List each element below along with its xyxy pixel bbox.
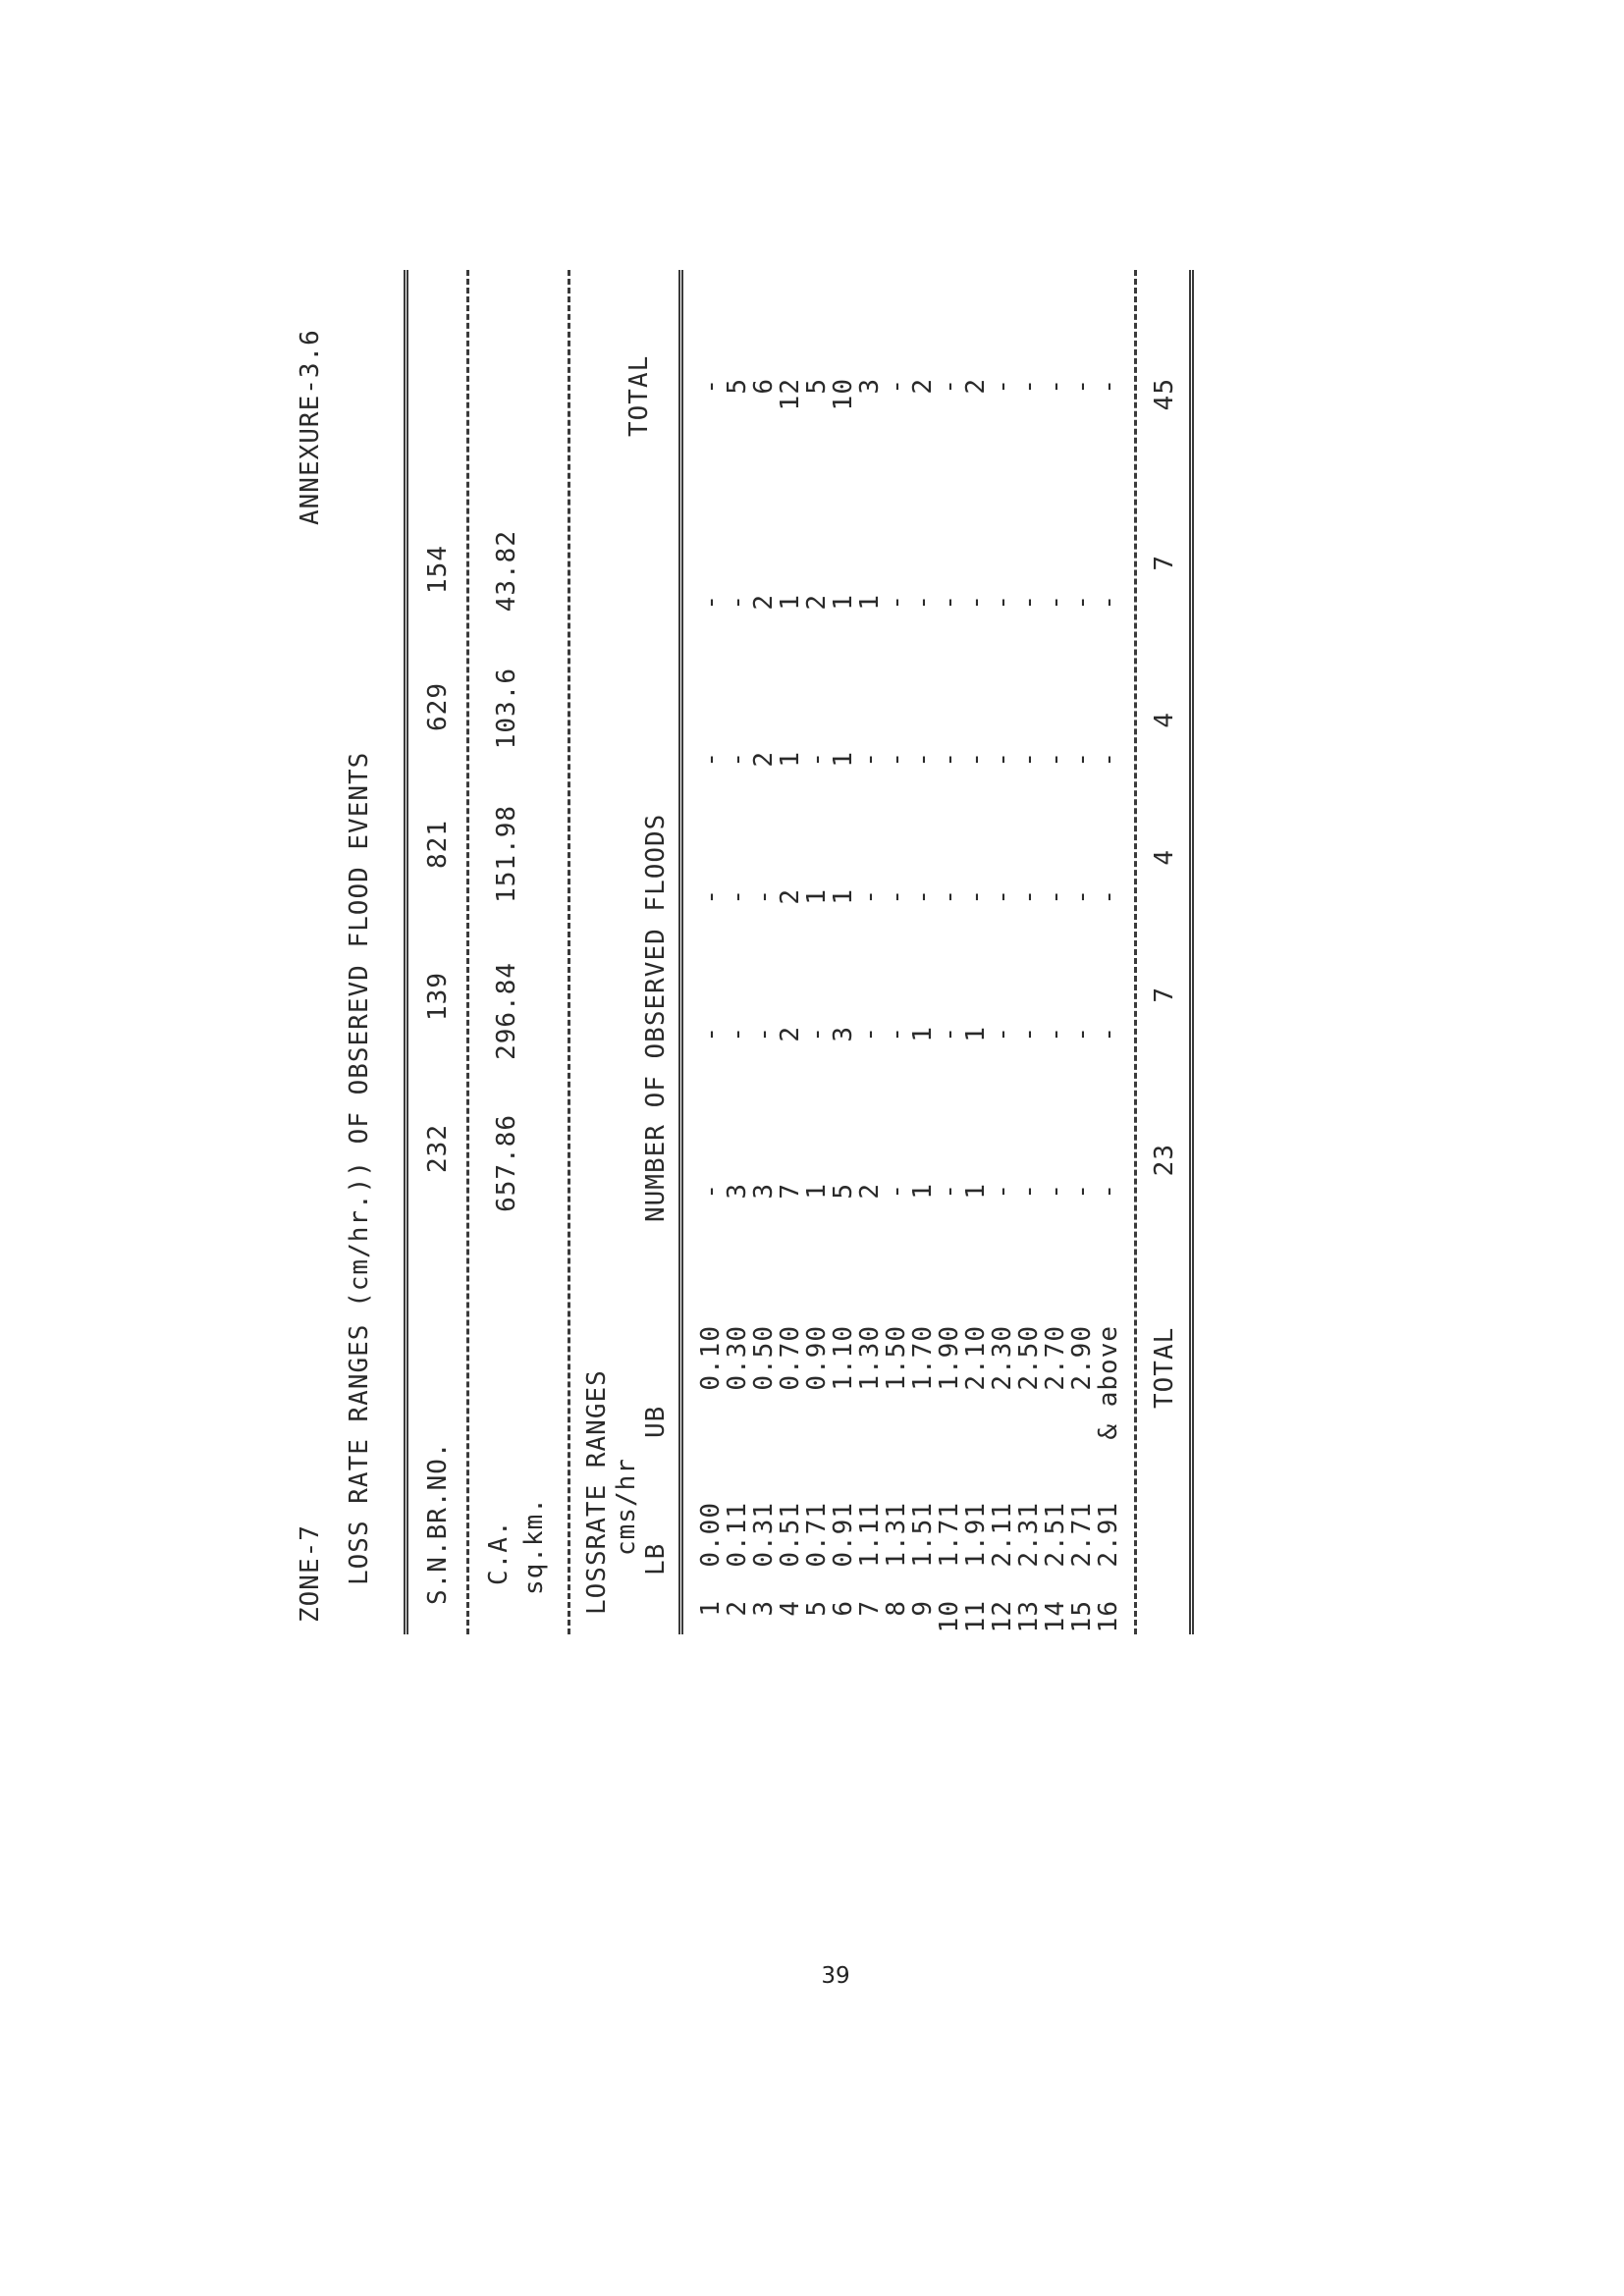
row-upper-bound: 1.70 — [908, 1325, 938, 1391]
row-count: 7 — [776, 1183, 805, 1200]
row-upper-bound: & above — [1094, 1325, 1123, 1440]
row-number: 4 — [776, 1600, 805, 1617]
row-count: - — [855, 888, 885, 905]
row-count: 2 — [749, 751, 779, 768]
row-count: - — [1041, 594, 1070, 611]
row-count: - — [988, 888, 1017, 905]
row-count: - — [988, 1026, 1017, 1042]
row-number: 15 — [1067, 1600, 1097, 1633]
row-number: 9 — [908, 1600, 938, 1617]
row-count: - — [1067, 594, 1097, 611]
row-number: 6 — [829, 1600, 858, 1617]
row-count: 1 — [802, 1183, 832, 1200]
row-total: - — [882, 378, 911, 395]
row-lower-bound: 1.31 — [882, 1502, 911, 1568]
rule-ca — [568, 270, 570, 1634]
table-title: LOSS RATE RANGES (cm/hr.)) OF OBSEREVD FLOOD EVENTS — [345, 751, 374, 1585]
row-count: - — [723, 594, 752, 611]
row-total: 2 — [961, 378, 991, 395]
row-total: 6 — [749, 378, 779, 395]
row-count: - — [1067, 751, 1097, 768]
row-count: - — [1094, 1026, 1123, 1042]
ca-unit: sq.km. — [519, 1497, 549, 1595]
total-header: TOTAL — [624, 354, 654, 437]
row-upper-bound: 0.70 — [776, 1325, 805, 1391]
row-count: - — [696, 1183, 726, 1200]
ca-value: 103.6 — [492, 667, 521, 750]
row-count: - — [696, 888, 726, 905]
row-count: 1 — [829, 751, 858, 768]
row-count: - — [988, 1183, 1017, 1200]
row-lower-bound: 0.71 — [802, 1502, 832, 1568]
row-count: - — [1014, 594, 1044, 611]
row-total: - — [1014, 378, 1044, 395]
rotated-table-sheet — [288, 260, 1230, 1634]
sn-value: 629 — [423, 682, 453, 731]
total-value: 23 — [1150, 1144, 1179, 1177]
row-count: - — [935, 1026, 964, 1042]
row-upper-bound: 2.50 — [1014, 1325, 1044, 1391]
row-count: 3 — [829, 1026, 858, 1042]
row-count: - — [696, 594, 726, 611]
row-count: - — [935, 888, 964, 905]
row-number: 3 — [749, 1600, 779, 1617]
row-count: - — [1014, 1026, 1044, 1042]
ca-value: 657.86 — [492, 1114, 521, 1212]
row-count: - — [1094, 594, 1123, 611]
row-count: 2 — [802, 594, 832, 611]
row-upper-bound: 0.30 — [723, 1325, 752, 1391]
rule-before-total — [1134, 270, 1137, 1634]
row-total: - — [1067, 378, 1097, 395]
rule-bottom — [1189, 270, 1194, 1634]
row-count: - — [1014, 751, 1044, 768]
row-count: 1 — [829, 594, 858, 611]
row-total: 5 — [723, 378, 752, 395]
row-count: - — [1014, 1183, 1044, 1200]
row-total: - — [935, 378, 964, 395]
grand-total: 45 — [1150, 378, 1179, 411]
row-number: 11 — [961, 1600, 991, 1633]
row-total: - — [696, 378, 726, 395]
row-number: 12 — [988, 1600, 1017, 1633]
row-count: 1 — [908, 1183, 938, 1200]
row-count: 1 — [776, 751, 805, 768]
row-count: - — [882, 1183, 911, 1200]
row-count: - — [802, 751, 832, 768]
sn-value: 821 — [423, 820, 453, 869]
row-count: 1 — [855, 594, 885, 611]
row-number: 7 — [855, 1600, 885, 1617]
total-value: 7 — [1150, 987, 1179, 1003]
row-count: - — [1094, 888, 1123, 905]
ca-value: 151.98 — [492, 805, 521, 903]
row-lower-bound: 2.71 — [1067, 1502, 1097, 1568]
row-lower-bound: 2.91 — [1094, 1502, 1123, 1568]
row-count: - — [935, 1183, 964, 1200]
row-count: - — [882, 1026, 911, 1042]
row-count: - — [1041, 751, 1070, 768]
row-count: 2 — [855, 1183, 885, 1200]
row-count: - — [908, 594, 938, 611]
row-total: - — [988, 378, 1017, 395]
row-lower-bound: 2.31 — [1014, 1502, 1044, 1568]
row-count: - — [882, 751, 911, 768]
row-count: - — [961, 888, 991, 905]
row-count: - — [988, 594, 1017, 611]
rule-sn — [466, 270, 469, 1634]
row-number: 14 — [1041, 1600, 1070, 1633]
row-count: - — [1094, 751, 1123, 768]
row-total: - — [1094, 378, 1123, 395]
row-count: - — [802, 1026, 832, 1042]
row-number: 8 — [882, 1600, 911, 1617]
total-label: TOTAL — [1150, 1326, 1179, 1409]
lb-header: LB — [641, 1542, 671, 1575]
total-value: 4 — [1150, 849, 1179, 866]
row-count: - — [696, 751, 726, 768]
ca-value: 43.82 — [492, 530, 521, 613]
row-count: - — [1041, 1183, 1070, 1200]
page-number: 39 — [821, 1963, 850, 1989]
row-lower-bound: 0.31 — [749, 1502, 779, 1568]
row-upper-bound: 0.90 — [802, 1325, 832, 1391]
ranges-label: LOSSRATE RANGES — [582, 1369, 612, 1615]
row-count: 1 — [802, 888, 832, 905]
rule-top — [404, 270, 408, 1634]
row-total: - — [1041, 378, 1070, 395]
row-upper-bound: 2.10 — [961, 1325, 991, 1391]
row-count: - — [1041, 888, 1070, 905]
row-count: - — [882, 888, 911, 905]
total-value: 4 — [1150, 712, 1179, 728]
row-lower-bound: 0.00 — [696, 1502, 726, 1568]
row-number: 2 — [723, 1600, 752, 1617]
row-count: - — [908, 751, 938, 768]
row-upper-bound: 2.30 — [988, 1325, 1017, 1391]
ca-value: 296.84 — [492, 962, 521, 1060]
row-count: - — [696, 1026, 726, 1042]
row-count: - — [988, 751, 1017, 768]
row-count: - — [908, 888, 938, 905]
row-count: - — [961, 751, 991, 768]
row-count: - — [1041, 1026, 1070, 1042]
row-count: 3 — [723, 1183, 752, 1200]
row-count: - — [723, 751, 752, 768]
row-count: 1 — [908, 1026, 938, 1042]
row-count: - — [723, 888, 752, 905]
sn-label: S.N.BR.NO. — [423, 1441, 453, 1605]
row-count: 2 — [776, 888, 805, 905]
row-total: 3 — [855, 378, 885, 395]
row-count: - — [855, 751, 885, 768]
row-upper-bound: 1.90 — [935, 1325, 964, 1391]
row-count: - — [961, 594, 991, 611]
row-upper-bound: 0.10 — [696, 1325, 726, 1391]
row-count: 2 — [776, 1026, 805, 1042]
observed-header: NUMBER OF OBSERVED FLOODS — [641, 813, 671, 1222]
row-count: - — [935, 751, 964, 768]
row-total: 10 — [829, 378, 858, 411]
row-count: 1 — [961, 1026, 991, 1042]
row-lower-bound: 0.51 — [776, 1502, 805, 1568]
row-upper-bound: 1.30 — [855, 1325, 885, 1391]
row-number: 10 — [935, 1600, 964, 1633]
annexure-label: ANNEXURE-3.6 — [296, 329, 325, 525]
row-lower-bound: 2.51 — [1041, 1502, 1070, 1568]
row-upper-bound: 2.90 — [1067, 1325, 1097, 1391]
row-count: - — [1014, 888, 1044, 905]
row-total: 12 — [776, 378, 805, 411]
row-count: - — [1067, 1183, 1097, 1200]
row-number: 16 — [1094, 1600, 1123, 1633]
row-upper-bound: 0.50 — [749, 1325, 779, 1391]
row-count: 1 — [829, 888, 858, 905]
row-count: 1 — [776, 594, 805, 611]
row-count: - — [1067, 1026, 1097, 1042]
ca-label: C.A. — [484, 1520, 514, 1585]
rule-header — [678, 270, 683, 1634]
total-value: 7 — [1150, 555, 1179, 571]
row-count: 3 — [749, 1183, 779, 1200]
row-lower-bound: 0.11 — [723, 1502, 752, 1568]
row-count: - — [723, 1026, 752, 1042]
row-count: - — [749, 888, 779, 905]
row-upper-bound: 1.50 — [882, 1325, 911, 1391]
row-count: - — [1067, 888, 1097, 905]
sn-value: 232 — [423, 1124, 453, 1173]
sn-value: 154 — [423, 545, 453, 594]
row-total: 2 — [908, 378, 938, 395]
row-count: - — [749, 1026, 779, 1042]
row-lower-bound: 1.51 — [908, 1502, 938, 1568]
row-count: 2 — [749, 594, 779, 611]
row-lower-bound: 1.11 — [855, 1502, 885, 1568]
row-lower-bound: 1.91 — [961, 1502, 991, 1568]
row-count: - — [935, 594, 964, 611]
row-number: 13 — [1014, 1600, 1044, 1633]
row-count: 1 — [961, 1183, 991, 1200]
row-count: - — [855, 1026, 885, 1042]
row-upper-bound: 2.70 — [1041, 1325, 1070, 1391]
row-number: 1 — [696, 1600, 726, 1617]
row-lower-bound: 1.71 — [935, 1502, 964, 1568]
zone-label: ZONE-7 — [296, 1524, 325, 1623]
row-count: - — [882, 594, 911, 611]
row-count: 5 — [829, 1183, 858, 1200]
row-count: - — [1094, 1183, 1123, 1200]
row-lower-bound: 2.11 — [988, 1502, 1017, 1568]
row-number: 5 — [802, 1600, 832, 1617]
row-total: 5 — [802, 378, 832, 395]
units-label: cms/hr — [612, 1458, 641, 1556]
row-upper-bound: 1.10 — [829, 1325, 858, 1391]
ub-header: UB — [641, 1405, 671, 1438]
row-lower-bound: 0.91 — [829, 1502, 858, 1568]
sn-value: 139 — [423, 972, 453, 1021]
